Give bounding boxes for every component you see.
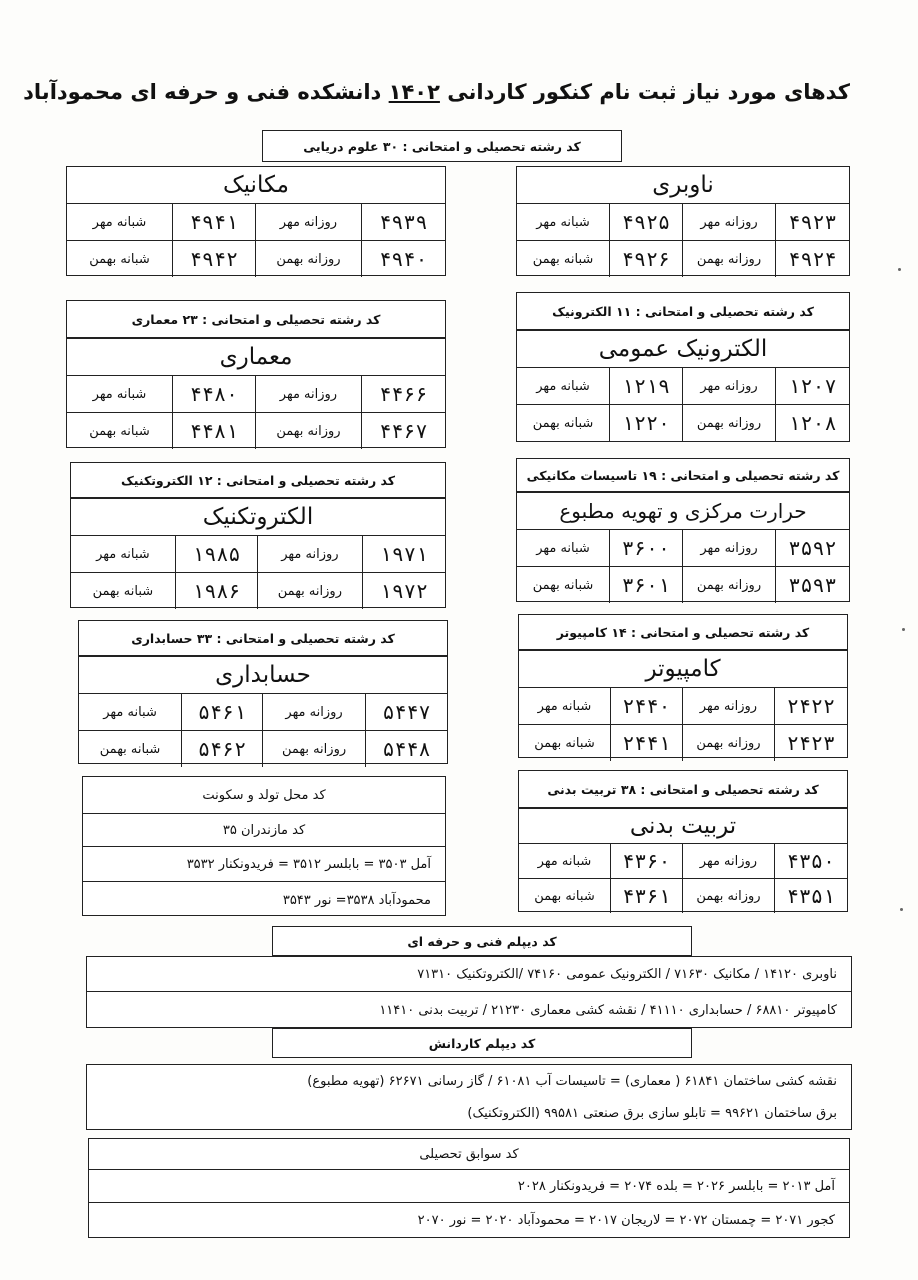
program-box-physical-education	[518, 808, 848, 912]
program-box-hvac	[516, 492, 850, 602]
scan-speck	[898, 268, 901, 271]
label-night-mehr: شبانه مهر	[517, 530, 610, 566]
diploma-kardanesh-line-2: برق ساختمان ۹۹۶۲۱ = تابلو سازی برق صنعتی ۹۹۵۸۱ (الکتروتکنیک)	[467, 1105, 837, 1121]
code-night-mehr: ۴۹۴۱	[173, 204, 256, 240]
diploma-technical-line-1: ناوبری ۱۴۱۲۰ / مکانیک ۷۱۶۳۰ / الکترونیک عمومی ۷۴۱۶۰ /الکتروتکنیک ۷۱۳۱۰	[417, 966, 837, 982]
code-day-mehr: ۴۹۲۳	[788, 210, 837, 234]
program-header-accounting: کد رشته تحصیلی و امتحانی : ۳۳ حسابداری	[78, 620, 448, 656]
label-night-bahman: شبانه بهمن	[519, 725, 611, 761]
label-night-mehr: شبانه مهر	[517, 204, 610, 240]
label-day-mehr: روزانه مهر	[683, 688, 775, 724]
program-header-marine: کد رشته تحصیلی و امتحانی : ۳۰ علوم دریایی	[262, 130, 622, 162]
code-night-bahman: ۳۶۰۱	[610, 567, 683, 603]
code-night-mehr: ۵۴۶۱	[182, 694, 263, 730]
label-night-mehr: شبانه مهر	[67, 376, 173, 412]
code-day-bahman: ۴۹۲۴	[788, 247, 837, 271]
diploma-kardanesh-header: کد دیپلم کاردانش	[272, 1028, 692, 1058]
code-day-bahman: ۱۲۰۸	[788, 411, 837, 435]
label-day-mehr: روزانه مهر	[258, 536, 363, 572]
code-night-bahman: ۵۴۶۲	[182, 731, 263, 767]
birthplace-cities-1: آمل ۳۵۰۳ = بابلسر ۳۵۱۲ = فریدونکنار ۳۵۳۲	[83, 846, 445, 881]
program-name: ناوبری	[517, 167, 849, 204]
label-day-bahman: روزانه بهمن	[256, 413, 362, 449]
code-night-mehr: ۴۴۸۰	[173, 376, 256, 412]
code-day-mehr: ۳۵۹۲	[788, 536, 837, 560]
code-night-bahman: ۴۳۶۱	[611, 879, 683, 913]
code-day-bahman: ۳۵۹۳	[788, 573, 837, 597]
label-day-mehr: روزانه مهر	[683, 530, 776, 566]
diploma-technical-line-2: کامپیوتر ۶۸۸۱۰ / حسابداری ۴۱۱۱۰ / نقشه کشی معماری ۲۱۲۳۰ / تربیت بدنی ۱۱۴۱۰	[87, 991, 851, 1028]
label-day-mehr: روزانه مهر	[683, 204, 776, 240]
program-name: مکانیک	[67, 167, 445, 204]
label-day-mehr: روزانه مهر	[256, 204, 362, 240]
code-night-bahman: ۴۹۲۶	[610, 241, 683, 277]
program-name: حسابداری	[79, 657, 447, 694]
code-night-mehr: ۳۶۰۰	[610, 530, 683, 566]
code-night-bahman: ۱۲۲۰	[610, 405, 683, 441]
label-night-mehr: شبانه مهر	[79, 694, 182, 730]
code-day-mehr: ۴۳۵۰	[786, 849, 836, 873]
label-day-bahman: روزانه بهمن	[683, 241, 776, 277]
label-day-bahman: روزانه بهمن	[683, 567, 776, 603]
program-name: معماری	[67, 339, 445, 376]
code-day-mehr: ۴۹۳۹	[379, 210, 428, 234]
scan-speck	[900, 908, 903, 911]
code-day-bahman: ۴۳۵۱	[786, 884, 836, 908]
program-header-electrotechnic: کد رشته تحصیلی و امتحانی : ۱۲ الکتروتکنیک	[70, 462, 446, 498]
program-box-architecture	[66, 338, 446, 448]
birthplace-cities-2: محمودآباد ۳۵۳۸= نور ۳۵۴۳	[83, 881, 445, 918]
birthplace-panel	[82, 776, 446, 916]
code-night-bahman: ۴۹۴۲	[173, 241, 256, 277]
label-night-mehr: شبانه مهر	[517, 368, 610, 404]
label-night-mehr: شبانه مهر	[67, 204, 173, 240]
label-night-bahman: شبانه بهمن	[517, 567, 610, 603]
code-day-bahman: ۴۴۶۷	[379, 419, 428, 443]
label-day-mehr: روزانه مهر	[256, 376, 362, 412]
label-night-bahman: شبانه بهمن	[79, 731, 182, 767]
program-header-physical-education: کد رشته تحصیلی و امتحانی : ۳۸ تربیت بدنی	[518, 770, 848, 808]
program-header-electronics: کد رشته تحصیلی و امتحانی : ۱۱ الکترونیک	[516, 292, 850, 330]
label-day-bahman: روزانه بهمن	[683, 879, 775, 913]
label-day-bahman: روزانه بهمن	[263, 731, 366, 767]
label-day-bahman: روزانه بهمن	[683, 405, 776, 441]
program-name: تربیت بدنی	[519, 809, 847, 844]
code-day-mehr: ۲۴۲۲	[786, 694, 836, 718]
title-year: ۱۴۰۲	[388, 80, 440, 104]
code-day-bahman: ۱۹۷۲	[379, 579, 428, 603]
diploma-kardanesh-panel	[86, 1064, 852, 1130]
program-box-accounting	[78, 656, 448, 764]
code-day-bahman: ۵۴۴۸	[382, 737, 431, 761]
program-name: حرارت مرکزی و تهویه مطبوع	[517, 493, 849, 530]
program-box-electronics	[516, 330, 850, 442]
code-night-mehr: ۴۹۲۵	[610, 204, 683, 240]
program-name: الکترونیک عمومی	[517, 331, 849, 368]
code-night-mehr: ۱۲۱۹	[610, 368, 683, 404]
label-night-mehr: شبانه مهر	[519, 688, 611, 724]
label-night-bahman: شبانه بهمن	[67, 413, 173, 449]
label-day-mehr: روزانه مهر	[683, 844, 775, 878]
label-day-mehr: روزانه مهر	[683, 368, 776, 404]
education-header: کد سوابق تحصیلی	[419, 1146, 519, 1162]
education-panel	[88, 1138, 850, 1238]
program-header-mechanical-installations: کد رشته تحصیلی و امتحانی : ۱۹ تاسیسات مکانیکی	[516, 458, 850, 492]
diploma-kardanesh-line-1: نقشه کشی ساختمان ۶۱۸۴۱ ( معماری) = تاسیسات آب ۶۱۰۸۱ / گاز رسانی ۶۲۶۷۱ (تهویه مطبوع)	[307, 1073, 837, 1089]
program-box-mechanic	[66, 166, 446, 276]
diploma-technical-header: کد دیپلم فنی و حرفه ای	[272, 926, 692, 956]
program-box-navigation	[516, 166, 850, 276]
program-name: کامپیوتر	[519, 651, 847, 688]
diploma-technical-panel	[86, 956, 852, 1028]
label-night-bahman: شبانه بهمن	[519, 879, 611, 913]
code-night-mehr: ۴۳۶۰	[611, 844, 683, 878]
education-line-2: کجور ۲۰۷۱ = چمستان ۲۰۷۲ = لاریجان ۲۰۱۷ = محمودآباد ۲۰۲۰ = نور ۲۰۷۰	[89, 1202, 849, 1237]
code-night-mehr: ۱۹۸۵	[176, 536, 258, 572]
code-day-bahman: ۴۹۴۰	[379, 247, 428, 271]
label-night-bahman: شبانه بهمن	[517, 405, 610, 441]
birthplace-province: کد مازندران ۳۵	[83, 813, 445, 846]
scan-speck	[902, 628, 905, 631]
code-night-bahman: ۴۴۸۱	[173, 413, 256, 449]
label-day-bahman: روزانه بهمن	[256, 241, 362, 277]
birthplace-header: کد محل تولد و سکونت	[202, 787, 326, 803]
program-box-electrotechnic	[70, 498, 446, 608]
education-line-1: آمل ۲۰۱۳ = بابلسر ۲۰۲۶ = بلده ۲۰۷۴ = فریدونکنار ۲۰۲۸	[89, 1169, 849, 1202]
code-day-mehr: ۴۴۶۶	[379, 382, 428, 406]
code-night-bahman: ۲۴۴۱	[611, 725, 683, 761]
label-day-bahman: روزانه بهمن	[258, 573, 363, 609]
code-day-mehr: ۵۴۴۷	[382, 700, 431, 724]
label-night-bahman: شبانه بهمن	[517, 241, 610, 277]
program-header-architecture: کد رشته تحصیلی و امتحانی : ۲۳ معماری	[66, 300, 446, 338]
label-night-bahman: شبانه بهمن	[71, 573, 176, 609]
program-name: الکتروتکنیک	[71, 499, 445, 536]
code-day-mehr: ۱۹۷۱	[379, 542, 428, 566]
code-day-bahman: ۲۴۲۳	[786, 731, 836, 755]
code-day-mehr: ۱۲۰۷	[788, 374, 837, 398]
label-day-bahman: روزانه بهمن	[683, 725, 775, 761]
program-box-computer	[518, 650, 848, 758]
page-title: کدهای مورد نیاز ثبت نام کنکور کاردانی ۱۴۰۲ دانشکده فنی و حرفه ای محمودآباد	[23, 80, 850, 104]
label-night-mehr: شبانه مهر	[519, 844, 611, 878]
label-night-bahman: شبانه بهمن	[67, 241, 173, 277]
code-night-mehr: ۲۴۴۰	[611, 688, 683, 724]
program-header-computer: کد رشته تحصیلی و امتحانی : ۱۴ کامپیوتر	[518, 614, 848, 650]
label-day-mehr: روزانه مهر	[263, 694, 366, 730]
code-night-bahman: ۱۹۸۶	[176, 573, 258, 609]
label-night-mehr: شبانه مهر	[71, 536, 176, 572]
